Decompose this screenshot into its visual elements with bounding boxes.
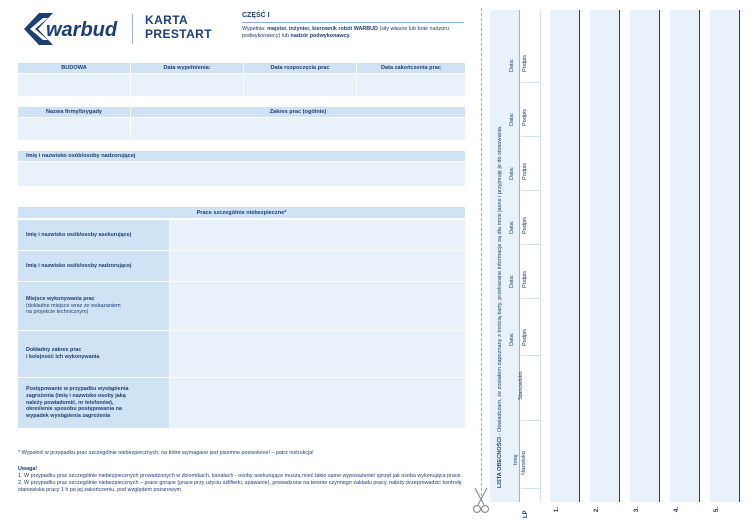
label-supervising-text: Imię i nazwisko osób/osoby nadzorującej: [26, 262, 132, 269]
podpis-label-4: Podpis: [522, 216, 528, 234]
title-line-2: PRESTART: [145, 27, 212, 41]
attendee-column-1[interactable]: [550, 10, 580, 502]
podpis-label-1: Podpis: [522, 54, 528, 72]
label-emergency-l5: wypadek wystąpienia zagrożenia: [26, 413, 111, 420]
label-insuring-person: [18, 220, 169, 250]
table1-header-start-date: Data rozpoczęcia prac: [244, 63, 356, 73]
supervising-person-field[interactable]: [170, 251, 465, 281]
attendance-title-bold: LISTA OBECNOŚCI: [497, 437, 503, 488]
table2-header-company: Nazwa firmy/brygady: [18, 107, 130, 117]
dangerous-works-title: Prace szczególnie niebezpieczne*: [18, 207, 465, 218]
lp-label: LP: [523, 510, 529, 518]
warning-note-1: 1. W przypadku prac szczególnie niebezpiecznych prowadzonych w zbiornikach, kanałach - osoby asekurujące muszą mieć takie same wyposażenie/ sprzęt jak osoba wykonująca prace.: [18, 473, 463, 479]
emergency-procedure-field[interactable]: [170, 378, 465, 428]
table3-header-supervisor: Imię i nazwisko osób/osoby nadzorującej: [18, 151, 465, 161]
attendance-labels-column: [521, 10, 541, 502]
attendee-number-1: 1.: [553, 506, 561, 513]
label-work-location: [18, 282, 169, 330]
attendee-column-3[interactable]: [630, 10, 660, 502]
attendee-number-5: 5.: [713, 506, 721, 513]
instr-bold-2: nadzór podwykonawcy.: [290, 33, 351, 39]
company-field[interactable]: [18, 118, 130, 140]
label-location-l2: (dokładne miejsce wraz ze wskazaniem: [26, 302, 121, 309]
data-label-6: Data:: [509, 332, 515, 346]
instr-bold-1: majster, inżynier, kierownik robót WARBUD: [267, 26, 378, 32]
table1-header-budowa: BUDOWA: [18, 63, 130, 73]
footnote: * Wypełnić w przypadku prac szczególnie niebezpiecznych, na które wymagane jest pisemne pozwolenie! – patrz instrukcja!: [18, 450, 314, 456]
table2-header-scope: Zakres prac (ogólnie): [131, 107, 465, 117]
label-work-scope: [18, 331, 169, 377]
work-scope-field[interactable]: [170, 331, 465, 377]
attendance-title-rest: - Oświadczam, że zostałem zapoznany z treścią karty, przekazane informacje są dla mnie jasne i przyjmuję je do stosowania.: [497, 125, 503, 438]
label-location-l1: Miejsce wykonywania prac: [26, 295, 95, 302]
label-location-l3: na projekcie technicznym): [26, 309, 89, 316]
part-underline: [242, 22, 464, 23]
podpis-label-3: Podpis: [522, 162, 528, 180]
podpis-label-6: Podpis: [522, 328, 528, 346]
label-emergency-l3: należy powiadomić, nr telefonów),: [26, 399, 114, 406]
label-scope-l2: i kolejność ich wykonywania: [26, 354, 100, 360]
attendee-number-3: 3.: [633, 506, 641, 513]
attendee-number-2: 2.: [593, 506, 601, 513]
attendee-number-4: 4.: [673, 506, 681, 513]
data-label-5: Data:: [509, 274, 515, 288]
label-emergency-procedure: [18, 378, 169, 428]
warbud-logo-icon: [22, 12, 122, 46]
supervisor-field[interactable]: [18, 162, 465, 186]
document-title: [145, 13, 212, 41]
instr-pre: Wypełnia:: [242, 26, 268, 32]
warbud-logo: [22, 12, 122, 46]
brand-name: warbud: [46, 19, 118, 41]
data-label-2: Data:: [509, 112, 515, 126]
label-insuring-text: Imię i nazwisko osób/osoby asekurującej: [26, 231, 132, 238]
podpis-label-2: Podpis: [522, 108, 528, 126]
budowa-field[interactable]: [18, 74, 130, 96]
table1-header-end-date: Data zakończenia prac: [357, 63, 465, 73]
label-supervising-person: [18, 251, 169, 281]
cut-line: [481, 8, 482, 496]
podpis-label-5: Podpis: [522, 270, 528, 288]
name-label-line2: Nazwisko: [521, 451, 527, 475]
fill-instructions: [242, 26, 468, 40]
title-line-1: KARTA: [145, 13, 189, 27]
attendee-column-5[interactable]: [710, 10, 740, 502]
label-emergency-l4: określenie sposobu postępowania na: [26, 406, 122, 413]
part-label: CZĘŚĆ I: [242, 12, 270, 19]
warning-block: [18, 466, 468, 494]
attendee-column-4[interactable]: [670, 10, 700, 502]
instr-mid: (siły własne lub brak nadzoru podwykonawcy) lub: [242, 26, 449, 39]
label-emergency-l1: Postępowanie w przypadku wystąpienia: [26, 386, 129, 392]
header-divider: [132, 14, 133, 44]
insuring-person-field[interactable]: [170, 220, 465, 250]
data-label-1: Data:: [509, 58, 515, 72]
data-label-3: Data:: [509, 166, 515, 180]
name-label-line1: Imię: [513, 454, 519, 465]
warning-note-2: 2. W przypadku prac szczególnie niebezpiecznych – prace gorące (prace przy użyciu szlifierki, spawanie), prowadzone na terenie czynnego zakładu pracy, należy przeprowadzić kontrolę stanowiska pracy 1 h po jej zakończeniu, pod względem pożarowym.: [18, 480, 462, 493]
scissors-icon: [471, 486, 491, 516]
attendance-list: [490, 10, 748, 524]
data-label-4: Data:: [509, 220, 515, 234]
end-date-field[interactable]: [357, 74, 465, 96]
position-label: Stanowisko: [518, 371, 524, 400]
scope-field[interactable]: [131, 118, 465, 140]
warning-title: Uwaga!: [18, 466, 38, 472]
label-emergency-l2: zagrożenia (imię i nazwisko osoby jaką: [26, 392, 126, 399]
work-location-field[interactable]: [170, 282, 465, 330]
fill-date-field[interactable]: [131, 74, 243, 96]
attendance-title: [497, 125, 503, 488]
attendee-column-2[interactable]: [590, 10, 620, 502]
table1-header-fill-date: Data wypełnienia:: [131, 63, 243, 73]
start-date-field[interactable]: [244, 74, 356, 96]
label-scope-l1: Dokładny zakres prac: [26, 347, 82, 354]
